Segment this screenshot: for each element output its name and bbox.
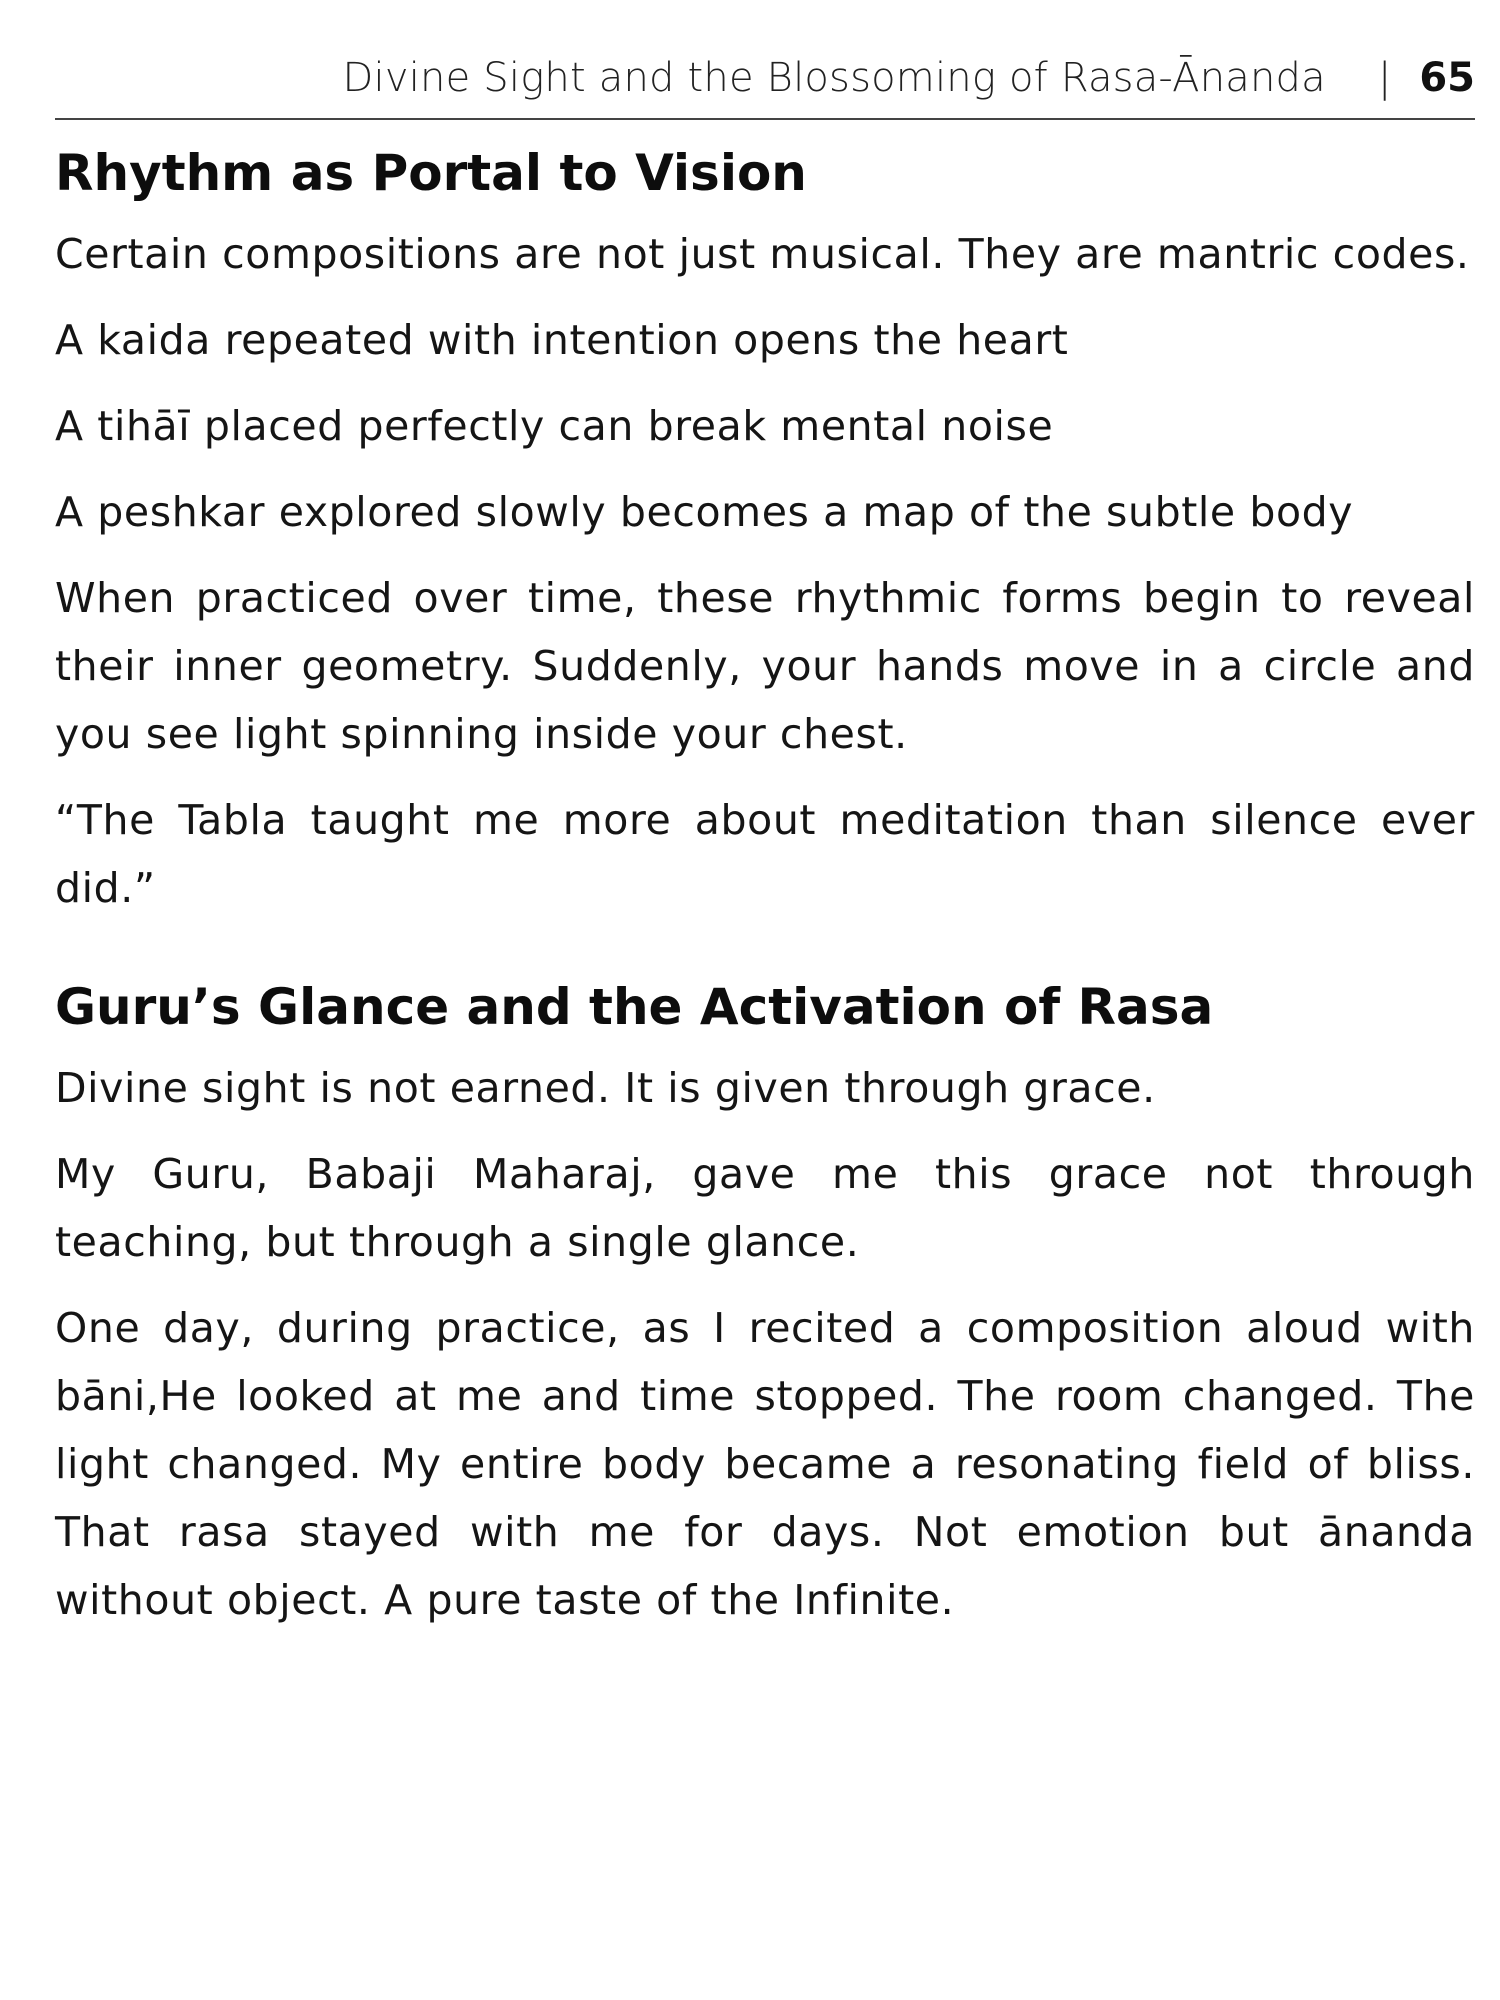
header-rule <box>55 118 1475 120</box>
page-body <box>55 140 1475 1652</box>
section-heading: Rhythm as Portal to Vision <box>55 144 807 202</box>
book-page <box>55 0 1475 2000</box>
paragraph: A kaida repeated with intention opens the heart <box>55 316 1069 364</box>
paragraph: A tihāī placed perfectly can break mental noise <box>55 402 1054 450</box>
header-separator: | <box>1377 55 1392 101</box>
paragraph: A peshkar explored slowly becomes a map of the subtle body <box>55 488 1354 536</box>
paragraph: My Guru, Babaji Maharaj, gave me this grace not through teaching, but through a single glance. <box>55 1150 1475 1266</box>
paragraph: Certain compositions are not just musical. They are mantric codes. <box>55 230 1470 278</box>
page-number: 65 <box>1419 55 1475 101</box>
paragraph: One day, during practice, as I recited a composition aloud with bāni,He looked at me and time stopped. The room changed. The light changed. My entire body became a resonating field of bliss. That rasa stayed with me for days. Not emotion but ānanda without object. A pure taste of the Infinite. <box>55 1304 1475 1624</box>
chapter-title: Divine Sight and the Blossoming of Rasa-Ānanda <box>342 55 1326 101</box>
paragraph: When practiced over time, these rhythmic forms begin to reveal their inner geometry. Suddenly, your hands move in a circle and you see light spinning inside your chest. <box>55 574 1475 758</box>
paragraph: Divine sight is not earned. It is given through grace. <box>55 1064 1156 1112</box>
section-heading: Guru’s Glance and the Activation of Rasa <box>55 978 1214 1036</box>
quote-paragraph: “The Tabla taught me more about meditation than silence ever did.” <box>55 796 1475 912</box>
running-header <box>343 48 1475 108</box>
